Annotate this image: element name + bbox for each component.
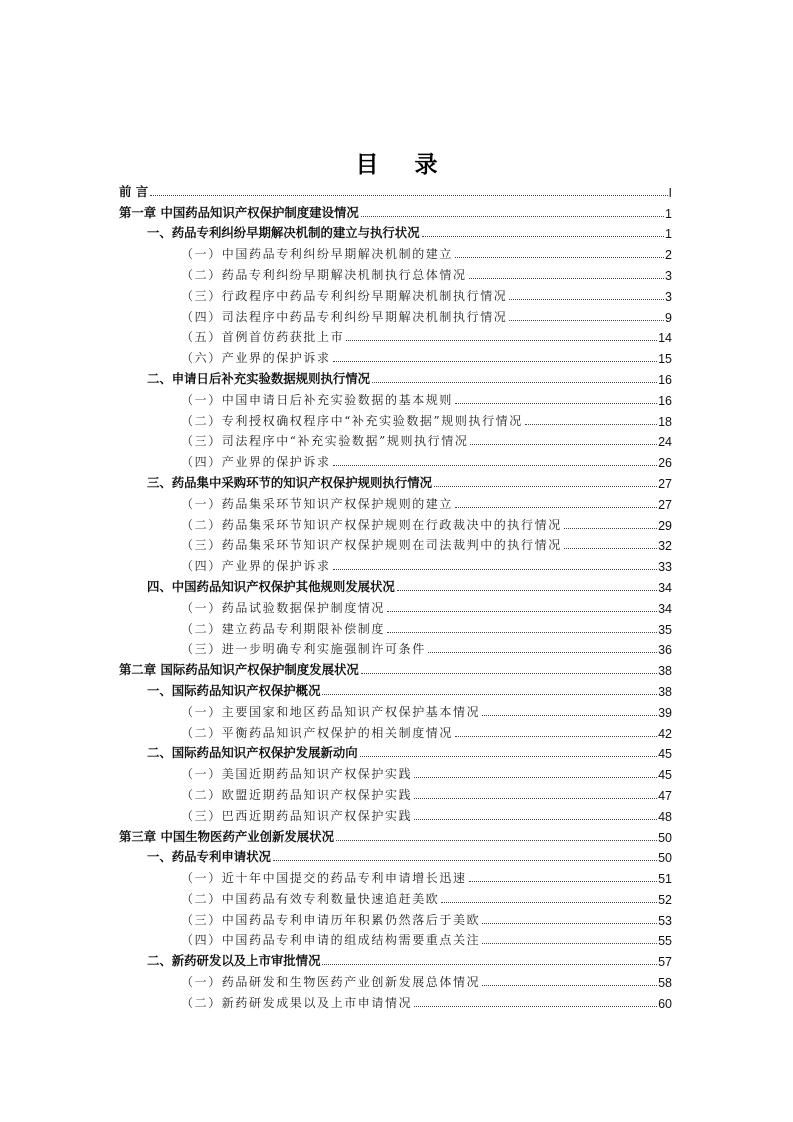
toc-section-entry[interactable] [119,845,672,866]
toc-entry-page-number: 27 [658,497,672,512]
toc-entry-label: （三）药品集采环节知识产权保护规则在司法裁判中的执行情况 [181,538,562,553]
dot-leader [482,923,657,924]
toc-entry-label: 一、药品专利申请状况 [147,849,271,865]
dot-leader [455,507,657,508]
dot-leader [333,465,657,466]
toc-entry-page-number: 1 [665,227,672,242]
toc-entry-page-number: 3 [665,289,672,304]
toc-entry-page-number: 18 [658,414,672,429]
toc-entry-page-number: 26 [658,456,672,471]
toc-entry-page-number: 35 [658,622,672,637]
dot-leader [455,257,664,258]
dot-leader [482,715,657,716]
toc-subsection-entry[interactable] [119,429,672,450]
dot-leader [414,777,657,778]
toc-section-entry[interactable] [119,678,672,699]
toc-entry-label: （一）近十年中国提交的药品专利申请增长迅速 [181,871,467,886]
dot-leader [397,590,657,591]
toc-entry-page-number: 14 [658,331,672,346]
dot-leader [469,881,657,882]
toc-entry-label: 前 言 [119,183,149,199]
toc-entry-label: （五）首例首仿药获批上市 [181,330,345,345]
dot-leader [564,548,657,549]
toc-entry-page-number: 15 [658,352,672,367]
toc-entry-page-number: 16 [658,372,672,387]
toc-subsection-entry[interactable] [119,408,672,429]
dot-leader [361,673,657,674]
toc-entry-page-number: 29 [658,518,672,533]
toc-entry-page-number: 2 [665,248,672,263]
toc-subsection-entry[interactable] [119,720,672,741]
toc-section-entry[interactable] [119,221,672,242]
toc-entry-label: （二）专利授权确权程序中“补充实验数据”规则执行情况 [181,413,523,428]
toc-subsection-entry[interactable] [119,283,672,304]
toc-entry-page-number: I [668,185,672,200]
dot-leader [333,569,657,570]
dot-leader [336,840,657,841]
toc-entry-page-number: 53 [658,913,672,928]
dot-leader [273,860,657,861]
dot-leader [346,340,657,341]
toc-entry-page-number: 57 [658,955,672,970]
toc-subsection-entry[interactable] [119,512,672,533]
toc-subsection-entry[interactable] [119,886,672,907]
toc-subsection-entry[interactable] [119,325,672,346]
toc-entry-page-number: 45 [658,747,672,762]
toc-entry-page-number: 58 [658,976,672,991]
toc-entry-label: 第二章 国际药品知识产权保护制度发展状况 [119,662,359,678]
toc-entry-page-number: 42 [658,726,672,741]
toc-entry-label: （二）新药研发成果以及上市申请情况 [181,995,413,1010]
toc-entry-page-number: 34 [658,601,672,616]
toc-subsection-entry[interactable] [119,616,672,637]
toc-section-entry[interactable] [119,948,672,969]
toc-entry-label: （二）中国药品有效专利数量快速追赶美欧 [181,891,440,906]
toc-entry-page-number: 60 [658,996,672,1011]
dot-leader [360,756,657,757]
toc-chapter-entry[interactable] [119,824,672,845]
toc-entry-page-number: 1 [665,206,672,221]
toc-entry-label: 第三章 中国生物医药产业创新发展状况 [119,828,334,844]
toc-entry-label: （四）产业界的保护诉求 [181,559,331,574]
toc-entry-page-number: 27 [658,476,672,491]
toc-entry-label: （一）药品试验数据保护制度情况 [181,600,386,615]
toc-entry-page-number: 50 [658,830,672,845]
toc-entry-label: （六）产业界的保护诉求 [181,351,331,366]
toc-subsection-entry[interactable] [119,241,672,262]
dot-leader [422,236,664,237]
toc-entry-page-number: 51 [658,872,672,887]
dot-leader [482,943,657,944]
toc-chapter-entry[interactable] [119,657,672,678]
toc-entry-label: （一）美国近期药品知识产权保护实践 [181,767,413,782]
toc-section-entry[interactable] [119,741,672,762]
toc-subsection-entry[interactable] [119,304,672,325]
toc-entry-page-number: 38 [658,684,672,699]
toc-entry-page-number: 32 [658,539,672,554]
toc-subsection-entry[interactable] [119,637,672,658]
toc-subsection-entry[interactable] [119,865,672,886]
toc-subsection-entry[interactable] [119,761,672,782]
toc-chapter-entry[interactable] [119,179,672,200]
toc-section-entry[interactable] [119,470,672,491]
toc-subsection-entry[interactable] [119,907,672,928]
dot-leader [482,985,657,986]
dot-leader [509,299,664,300]
toc-entry-label: 四、中国药品知识产权保护其他规则发展状况 [147,578,395,594]
toc-subsection-entry[interactable] [119,928,672,949]
dot-leader [333,361,657,362]
dot-leader [434,486,657,487]
toc-entry-page-number: 48 [658,809,672,824]
toc-entry-label: （二）建立药品专利期限补偿制度 [181,621,386,636]
toc-entry-label: （二）药品集采环节知识产权保护规则在行政裁决中的执行情况 [181,517,562,532]
toc-subsection-entry[interactable] [119,449,672,470]
dot-leader [525,424,657,425]
toc-section-entry[interactable] [119,574,672,595]
toc-entry-page-number: 38 [658,664,672,679]
toc-subsection-entry[interactable] [119,699,672,720]
table-of-contents [119,179,672,1011]
dot-leader [414,1006,657,1007]
toc-subsection-entry[interactable] [119,345,672,366]
toc-entry-page-number: 52 [658,892,672,907]
dot-leader [322,694,657,695]
toc-chapter-entry[interactable] [119,200,672,221]
toc-subsection-entry[interactable] [119,262,672,283]
dot-leader [387,611,657,612]
dot-leader [470,444,657,445]
toc-entry-page-number: 50 [658,851,672,866]
toc-entry-page-number: 55 [658,934,672,949]
toc-entry-label: （四）司法程序中药品专利纠纷早期解决机制执行情况 [181,309,508,324]
toc-entry-page-number: 9 [665,310,672,325]
dot-leader [455,736,657,737]
toc-entry-label: （三）进一步明确专利实施强制许可条件 [181,642,426,657]
toc-subsection-entry[interactable] [119,491,672,512]
toc-entry-page-number: 16 [658,393,672,408]
toc-entry-label: （四）中国药品专利申请的组成结构需要重点关注 [181,933,481,948]
toc-subsection-entry[interactable] [119,533,672,554]
dot-leader [509,320,664,321]
toc-entry-label: （三）行政程序中药品专利纠纷早期解决机制执行情况 [181,288,508,303]
toc-subsection-entry[interactable] [119,803,672,824]
toc-entry-label: 二、申请日后补充实验数据规则执行情况 [147,370,371,386]
toc-entry-label: （一）药品研发和生物医药产业创新发展总体情况 [181,975,481,990]
toc-subsection-entry[interactable] [119,782,672,803]
toc-subsection-entry[interactable] [119,387,672,408]
dot-leader [322,964,657,965]
dot-leader [564,528,657,529]
dot-leader [414,798,657,799]
toc-entry-label: （三）司法程序中“补充实验数据”规则执行情况 [181,434,469,449]
toc-entry-label: （一）中国药品专利纠纷早期解决机制的建立 [181,247,454,262]
toc-entry-page-number: 45 [658,768,672,783]
toc-entry-page-number: 3 [665,268,672,283]
toc-entry-label: （一）中国申请日后补充实验数据的基本规则 [181,392,454,407]
toc-entry-label: （二）欧盟近期药品知识产权保护实践 [181,787,413,802]
toc-entry-page-number: 39 [658,705,672,720]
toc-entry-label: （三）巴西近期药品知识产权保护实践 [181,808,413,823]
toc-entry-label: 一、药品专利纠纷早期解决机制的建立与执行状况 [147,225,420,241]
dot-leader [428,652,657,653]
toc-subsection-entry[interactable] [119,553,672,574]
toc-entry-page-number: 24 [658,435,672,450]
page-title: 目 录 [355,151,452,178]
toc-subsection-entry[interactable] [119,969,672,990]
toc-entry-page-number: 36 [658,643,672,658]
toc-entry-label: 一、国际药品知识产权保护概况 [147,682,321,698]
toc-entry-page-number: 33 [658,560,672,575]
toc-entry-label: （二）药品专利纠纷早期解决机制执行总体情况 [181,267,467,282]
toc-entry-label: 三、药品集中采购环节的知识产权保护规则执行情况 [147,474,432,490]
dot-leader [441,902,657,903]
toc-entry-label: （二）平衡药品知识产权保护的相关制度情况 [181,725,454,740]
dot-leader [387,632,657,633]
toc-entry-label: 第一章 中国药品知识产权保护制度建设情况 [119,204,359,220]
toc-entry-page-number: 34 [658,580,672,595]
dot-leader [150,195,667,196]
toc-entry-label: （一）药品集采环节知识产权保护规则的建立 [181,496,454,511]
dot-leader [372,382,657,383]
dot-leader [455,403,657,404]
toc-entry-label: （三）中国药品专利申请历年积累仍然落后于美欧 [181,912,481,927]
toc-subsection-entry[interactable] [119,990,672,1011]
toc-entry-label: 二、新药研发以及上市审批情况 [147,953,321,969]
dot-leader [469,278,664,279]
toc-entry-page-number: 47 [658,788,672,803]
dot-leader [414,819,657,820]
toc-entry-label: （四）产业界的保护诉求 [181,455,331,470]
toc-entry-label: 二、国际药品知识产权保护发展新动向 [147,745,358,761]
toc-section-entry[interactable] [119,366,672,387]
toc-subsection-entry[interactable] [119,595,672,616]
dot-leader [361,216,664,217]
toc-entry-label: （一）主要国家和地区药品知识产权保护基本情况 [181,704,481,719]
